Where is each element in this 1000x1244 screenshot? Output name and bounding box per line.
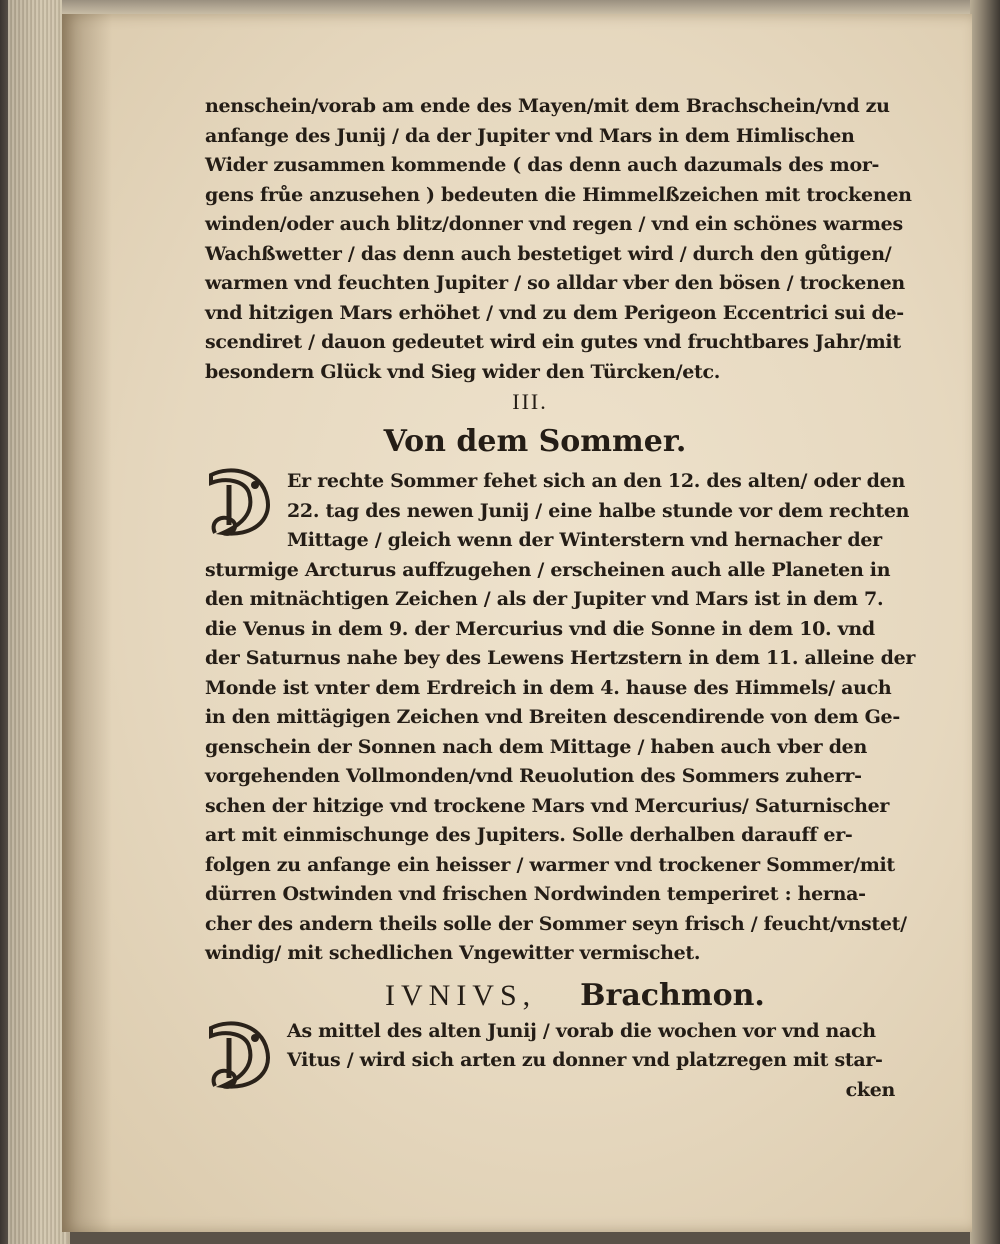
text-line: As mittel des alten Junij / vorab die wochen vor vnd nach bbox=[287, 1019, 876, 1042]
text-line: Er rechte Sommer fehet sich an den 12. des alten/ oder den bbox=[287, 470, 905, 492]
text-line: windig/ mit schedlichen Vngewitter vermischet. bbox=[205, 942, 701, 964]
text-line: Monde ist vnter dem Erdreich in dem 4. hause des Himmels/ auch bbox=[205, 676, 892, 699]
text-line: Wachßwetter / das denn auch bestetiget wird / durch den gůtigen/ bbox=[205, 242, 892, 265]
text-line: nenschein/vorab am ende des Mayen/mit dem Brachschein/vnd zu bbox=[205, 95, 890, 117]
text-line: in den mittägigen Zeichen vnd Breiten descendirende von dem Ge- bbox=[205, 706, 900, 728]
text-line: warmen vnd feuchten Jupiter / so alldar vber den bösen / trockenen bbox=[205, 272, 905, 294]
text-line: sturmige Arcturus auffzugehen / erscheinen auch alle Planeten in bbox=[205, 558, 891, 581]
text-line: art mit einmischunge des Jupiters. Solle derhalben darauff er- bbox=[205, 824, 853, 846]
gutter-shadow bbox=[62, 14, 112, 1232]
text-line: vorgehenden Vollmonden/vnd Reuolution des Sommers zuherr- bbox=[205, 765, 862, 787]
text-line: scendiret / dauon gedeutet wird ein gutes vnd fruchtbares Jahr/mit bbox=[205, 331, 901, 353]
book-edge-right bbox=[970, 0, 1000, 1244]
month-german: Brachmon. bbox=[580, 977, 765, 1013]
text-line: Mittage / gleich wenn der Winterstern vnd hernacher der bbox=[287, 529, 882, 551]
catchword: cken bbox=[845, 1078, 895, 1101]
text-line: anfange des Junij / da der Jupiter vnd Mars in dem Himlischen bbox=[205, 124, 855, 147]
page-stack-edges bbox=[8, 0, 68, 1244]
text-line: vnd hitzigen Mars erhöhet / vnd zu dem Perigeon Eccentrici sui de- bbox=[205, 301, 904, 324]
text-line: der Saturnus nahe bey des Lewens Hertzstern in dem 11. alleine der bbox=[205, 647, 916, 669]
month-latin: IVNIVS, bbox=[385, 978, 537, 1012]
text-line: gens frůe anzusehen ) bedeuten die Himmelßzeichen mit trockenen bbox=[205, 183, 912, 206]
text-line: genschein der Sonnen nach dem Mittage / haben auch vber den bbox=[205, 735, 867, 758]
text-line: folgen zu anfange ein heisser / warmer vnd trockener Sommer/mit bbox=[205, 853, 895, 876]
section-heading: Von dem Sommer. bbox=[383, 424, 687, 459]
text-line: dürren Ostwinden vnd frischen Nordwinden temperiret : herna- bbox=[205, 883, 866, 905]
text-line: cher des andern theils solle der Sommer seyn frisch / feucht/vnstet/ bbox=[205, 912, 907, 935]
month-heading bbox=[385, 969, 895, 1017]
text-line: schen der hitzige vnd trockene Mars vnd Mercurius/ Saturnischer bbox=[205, 794, 890, 817]
text-line: den mitnächtigen Zeichen / als der Jupiter vnd Mars ist in dem 7. bbox=[205, 588, 884, 610]
text-line: besondern Glück vnd Sieg wider den Türcken/etc. bbox=[205, 360, 721, 383]
text-line: winden/oder auch blitz/donner vnd regen / vnd ein schönes warmes bbox=[205, 213, 903, 235]
text-line: Wider zusammen kommende ( das denn auch dazumals des mor- bbox=[205, 154, 880, 176]
section-number: III. bbox=[512, 389, 548, 414]
text-line: 22. tag des newen Junij / eine halbe stunde vor dem rechten bbox=[287, 499, 910, 522]
page-text-block bbox=[205, 92, 916, 1105]
text-line: die Venus in dem 9. der Mercurius vnd die Sonne in dem 10. vnd bbox=[205, 617, 875, 640]
text-line: Vitus / wird sich arten zu donner vnd platzregen mit star- bbox=[287, 1049, 883, 1071]
